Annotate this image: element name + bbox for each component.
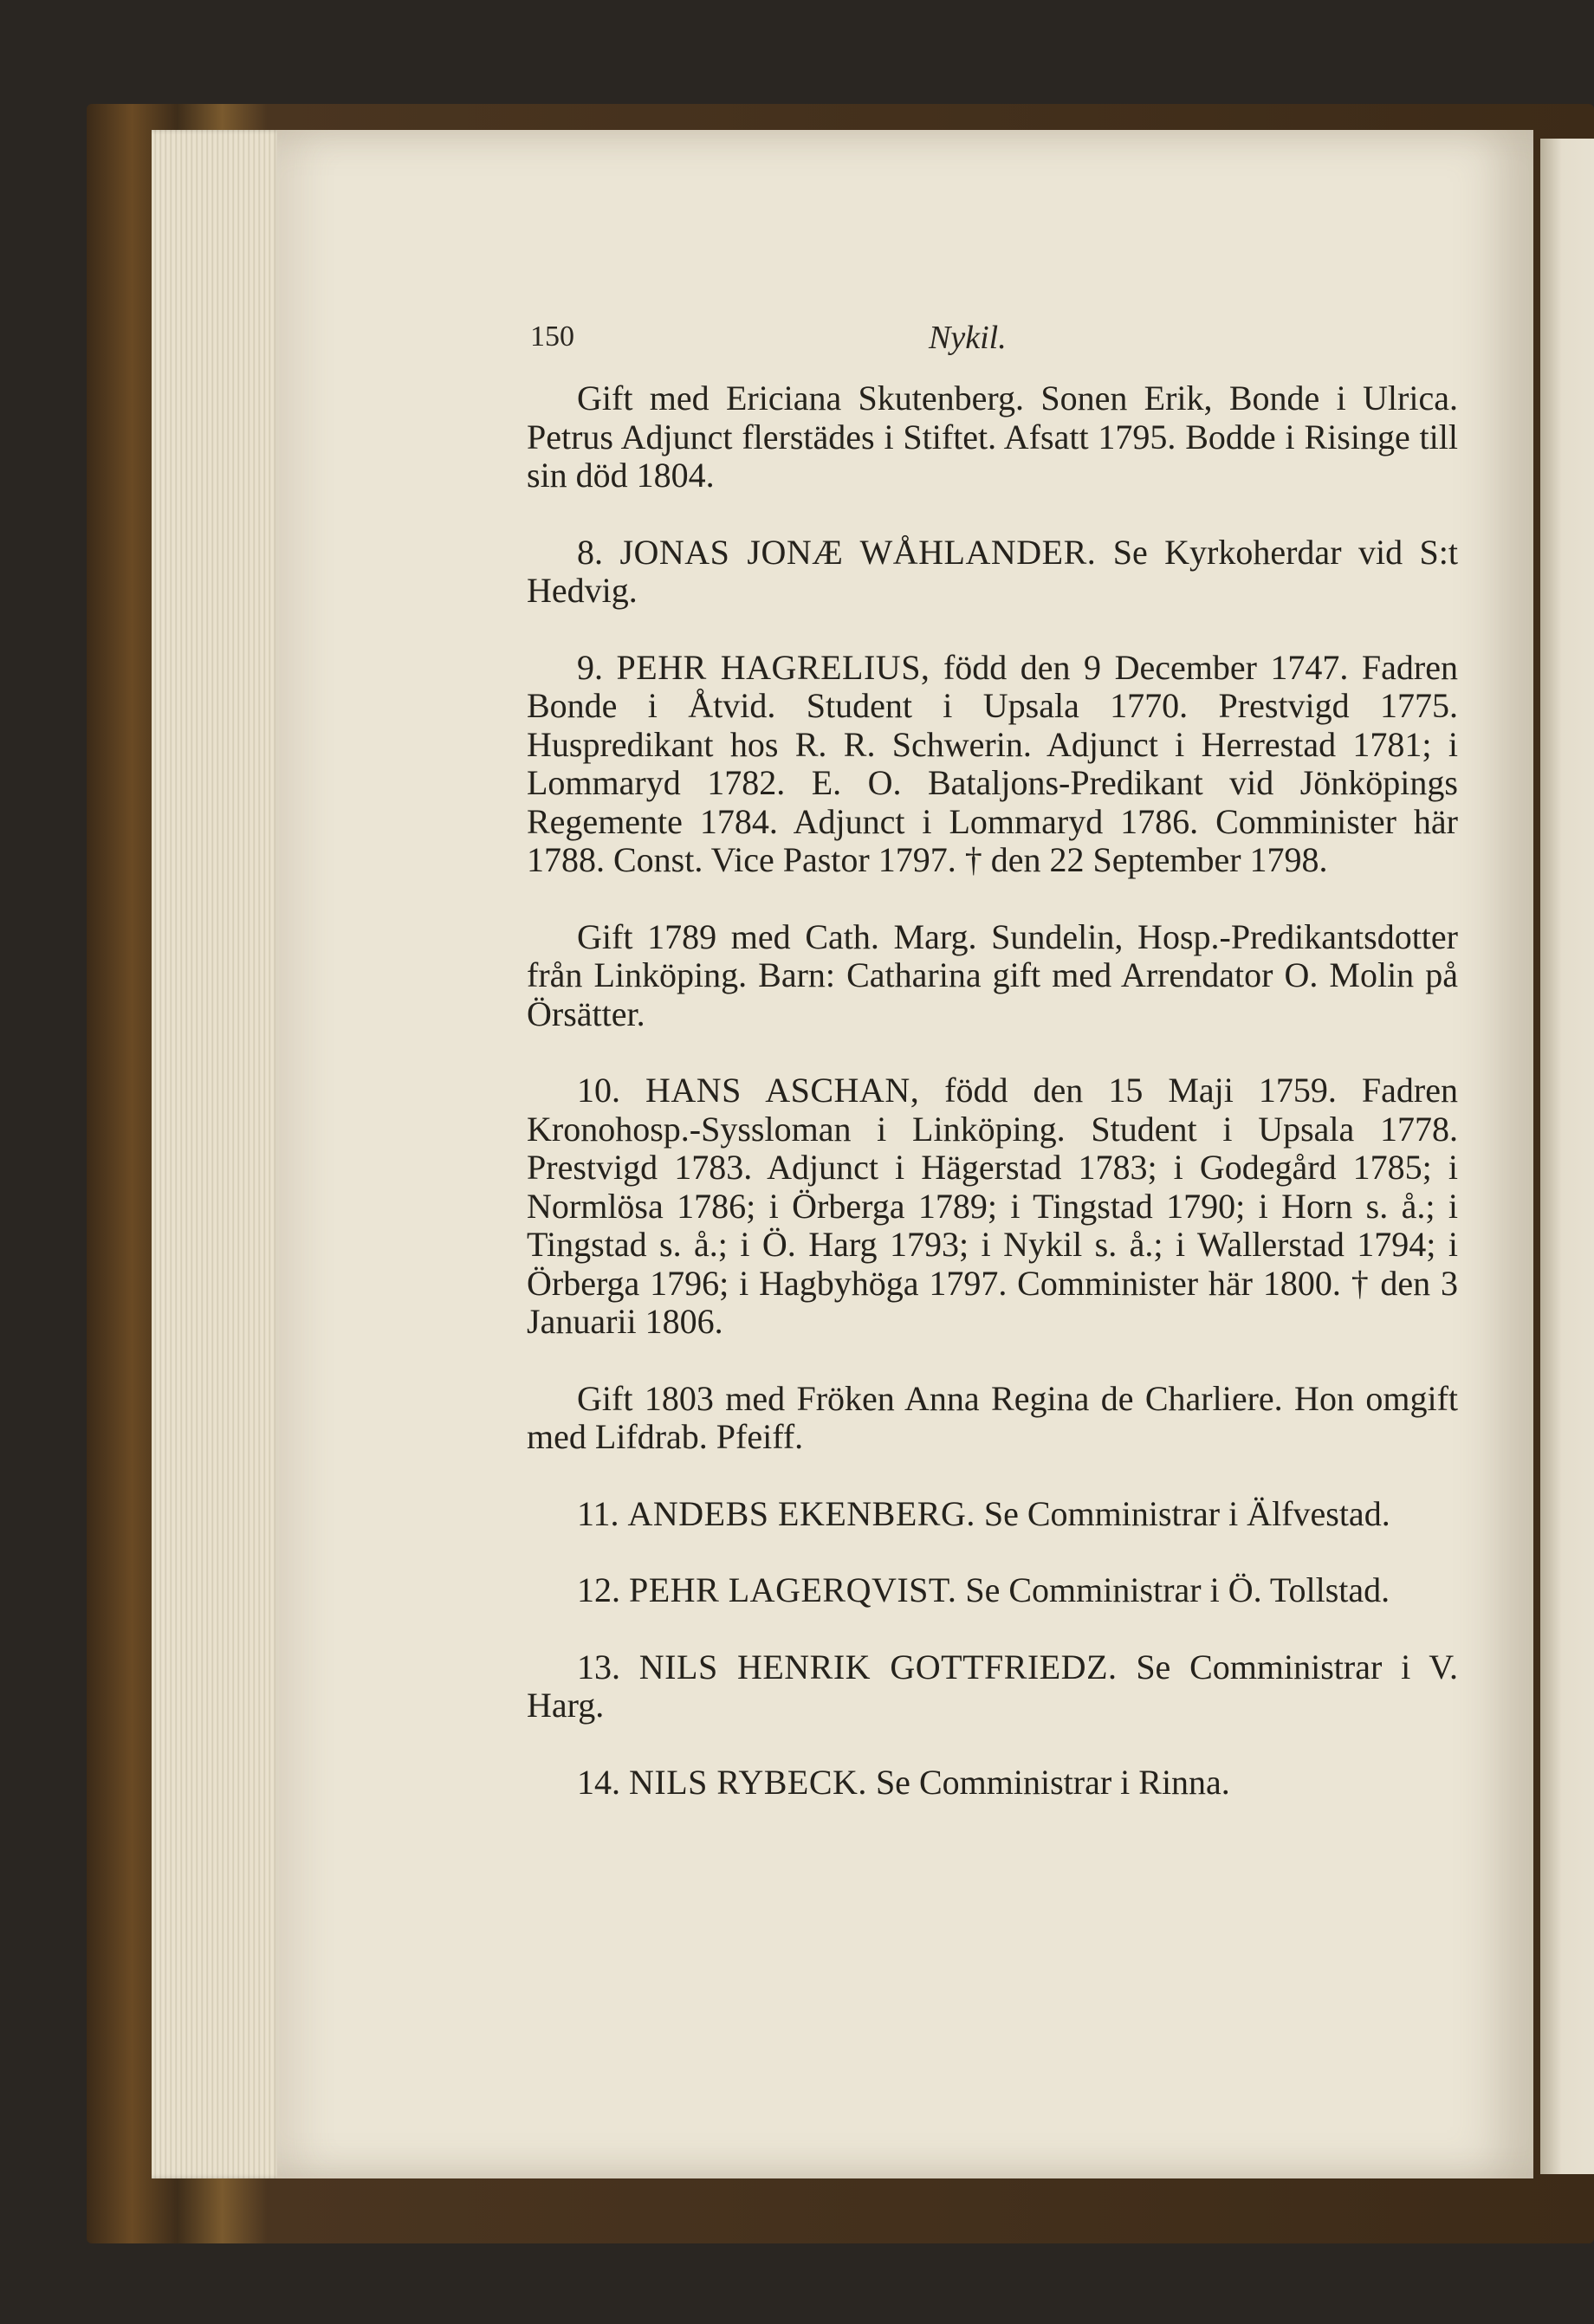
paragraph-text: Gift 1803 med Fröken Anna Regina de Charliere. Hon omgift med Lifdrab. Pfeiff. — [527, 1378, 1458, 1456]
page-header — [530, 186, 1448, 356]
entry-text: Se Comministrar i V. Harg. — [527, 1647, 1459, 1725]
paragraph-text: Gift med Ericiana Skutenberg. Sonen Erik, Bonde i Ulrica. Petrus Adjunct flerstädes i Stiftet. Afsatt 1795. Bodde i Risinge till sin död 1804. — [527, 379, 1458, 495]
entry-name: ANDEBS EKENBERG. — [627, 1493, 975, 1533]
entry-text: Se Kyrkoherdar vid S:t Hedvig. — [527, 532, 1458, 610]
entry-number: 9. — [577, 647, 603, 687]
entry-text: Se Comministrar i Ö. Tollstad. — [965, 1570, 1390, 1609]
paragraph — [527, 918, 1458, 1034]
running-title: Nykil. — [929, 320, 1007, 356]
entry-name: NILS HENRIK GOTTFRIEDZ. — [638, 1647, 1118, 1686]
entry-name: PEHR HAGRELIUS, — [616, 647, 930, 687]
page-edges — [152, 130, 282, 2178]
entry-text: Se Comministrar i Älfvestad. — [983, 1493, 1390, 1533]
entry-name: HANS ASCHAN, — [645, 1071, 920, 1110]
entry-13 — [527, 1648, 1458, 1725]
paragraph-text: Gift 1789 med Cath. Marg. Sundelin, Hosp.-Predikantsdotter från Linköping. Barn: Catharina gift med Arrendator O. Molin på Örsätter. — [527, 916, 1458, 1033]
page-number: 150 — [530, 320, 574, 353]
paragraph — [527, 1380, 1458, 1457]
entry-name: PEHR LAGERQVIST. — [629, 1570, 957, 1609]
entry-11 — [527, 1495, 1458, 1534]
entry-number: 12. — [577, 1570, 620, 1609]
entry-name: NILS RYBECK. — [629, 1762, 867, 1802]
paragraph — [527, 379, 1458, 495]
entry-number: 13. — [577, 1647, 620, 1686]
entry-12 — [527, 1571, 1458, 1610]
entry-9 — [527, 649, 1458, 880]
facing-page-edge — [1540, 139, 1594, 2174]
entry-number: 14. — [577, 1762, 620, 1802]
entry-14 — [527, 1764, 1458, 1803]
entry-10 — [527, 1071, 1458, 1342]
entry-text: Se Comministrar i Rinna. — [875, 1762, 1230, 1802]
entry-text: född den 9 December 1747. Fadren Bonde i Åtvid. Student i Upsala 1770. Prestvigd 1775. Huspredikant hos R. R. Schwerin. Adjunct i Herrestad 1781; i Lommaryd 1782. E. O. Bataljons-Predikant vid Jönköpings Regemente 1784. Adjunct i Lommaryd 1786. Comminister här 1788. Const. Vice Pastor 1797. † den 22 September 1798. — [527, 647, 1459, 879]
entry-number: 10. — [577, 1071, 620, 1110]
entry-8 — [527, 534, 1458, 611]
entry-name: JONAS JONÆ WÅHLANDER. — [619, 532, 1097, 572]
entry-text: född den 15 Maji 1759. Fadren Kronohosp.-Syssloman i Linköping. Student i Upsala 1778. Prestvigd 1783. Adjunct i Hägerstad 1783; i Godegård 1785; i Normlösa 1786; i Örberga 1789; i Tingstad 1790; i Horn s. å.; i Tingstad s. å.; i Ö. Harg 1793; i Nykil s. å.; i Wallerstad 1794; i Örberga 1796; i Hagbyhöga 1797. Comminister här 1800. † den 3 Januarii 1806. — [527, 1071, 1458, 1341]
entry-number: 8. — [577, 532, 603, 572]
body-text — [527, 379, 1458, 1840]
entry-number: 11. — [577, 1493, 619, 1533]
